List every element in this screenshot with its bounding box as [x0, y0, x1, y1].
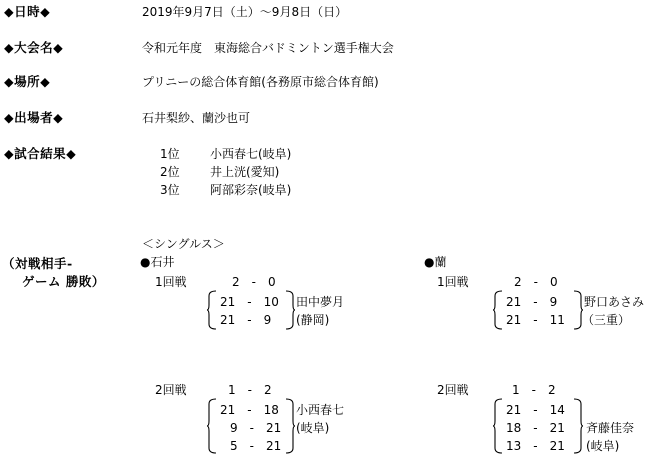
event-name-value: 令和元年度 東海総合バドミントン選手権大会 [142, 41, 394, 55]
game-score: 21 - 10 [220, 295, 279, 309]
opponent-name: 小西春七 [296, 403, 345, 417]
opponent-prefecture: (岐阜) [586, 439, 620, 453]
opponent-name: 野口あさみ [584, 295, 645, 309]
event-name-label: ◆大会名◆ [4, 40, 64, 55]
result-rank-2: 2位 [160, 165, 180, 179]
left-bracket [206, 290, 218, 330]
game-score: 21 - 18 [220, 403, 279, 417]
left-bracket [206, 398, 218, 454]
result-name-3: 阿部彩奈(岐阜) [210, 183, 292, 197]
opponent-name: 斉藤佳奈 [586, 421, 635, 435]
left-bracket [492, 398, 504, 454]
game-score: 9 - 21 [230, 421, 282, 435]
round-label: 2回戦 [155, 383, 187, 397]
round-label: 1回戦 [155, 275, 187, 289]
side-label-line1: （対戦相手- [2, 256, 73, 271]
players-value: 石井梨紗、蘭沙也可 [142, 111, 251, 125]
result-rank-1: 1位 [160, 147, 180, 161]
game-score: 21 - 9 [220, 313, 272, 327]
date-label: ◆日時◆ [4, 4, 51, 19]
results-label: ◆試合結果◆ [4, 146, 77, 161]
opponent-prefecture: （三重） [582, 313, 631, 327]
match-score: 1 - 2 [228, 383, 272, 397]
right-bracket [284, 398, 296, 454]
game-score: 13 - 21 [506, 439, 565, 453]
result-name-2: 井上洸(愛知) [210, 165, 280, 179]
side-label-line2: ゲーム 勝敗） [22, 274, 105, 289]
match-score: 2 - 0 [514, 275, 558, 289]
opponent-prefecture: (岐阜) [296, 421, 330, 435]
venue-value: プリニーの総合体育館(各務原市総合体育館) [142, 75, 379, 89]
game-score: 21 - 11 [506, 313, 565, 327]
result-name-1: 小西春七(岐阜) [210, 147, 292, 161]
opponent-prefecture: (静岡) [296, 313, 330, 327]
game-score: 5 - 21 [230, 439, 282, 453]
result-rank-3: 3位 [160, 183, 180, 197]
section-title: ＜シングルス＞ [142, 237, 225, 251]
opponent-name: 田中夢月 [296, 295, 345, 309]
players-label: ◆出場者◆ [4, 110, 64, 125]
round-label: 2回戦 [437, 383, 469, 397]
game-score: 21 - 9 [506, 295, 558, 309]
match-score: 2 - 0 [232, 275, 276, 289]
game-score: 18 - 21 [506, 421, 565, 435]
right-bracket [284, 290, 296, 330]
left-bracket [492, 290, 504, 330]
venue-label: ◆場所◆ [4, 74, 51, 89]
match-score: 1 - 2 [512, 383, 556, 397]
date-value: 2019年9月7日（土）～9月8日（日） [142, 5, 348, 19]
player-name-ran: ●蘭 [424, 255, 447, 269]
right-bracket [572, 398, 584, 454]
player-name-ishii: ●石井 [140, 255, 175, 269]
game-score: 21 - 14 [506, 403, 565, 417]
round-label: 1回戦 [437, 275, 469, 289]
